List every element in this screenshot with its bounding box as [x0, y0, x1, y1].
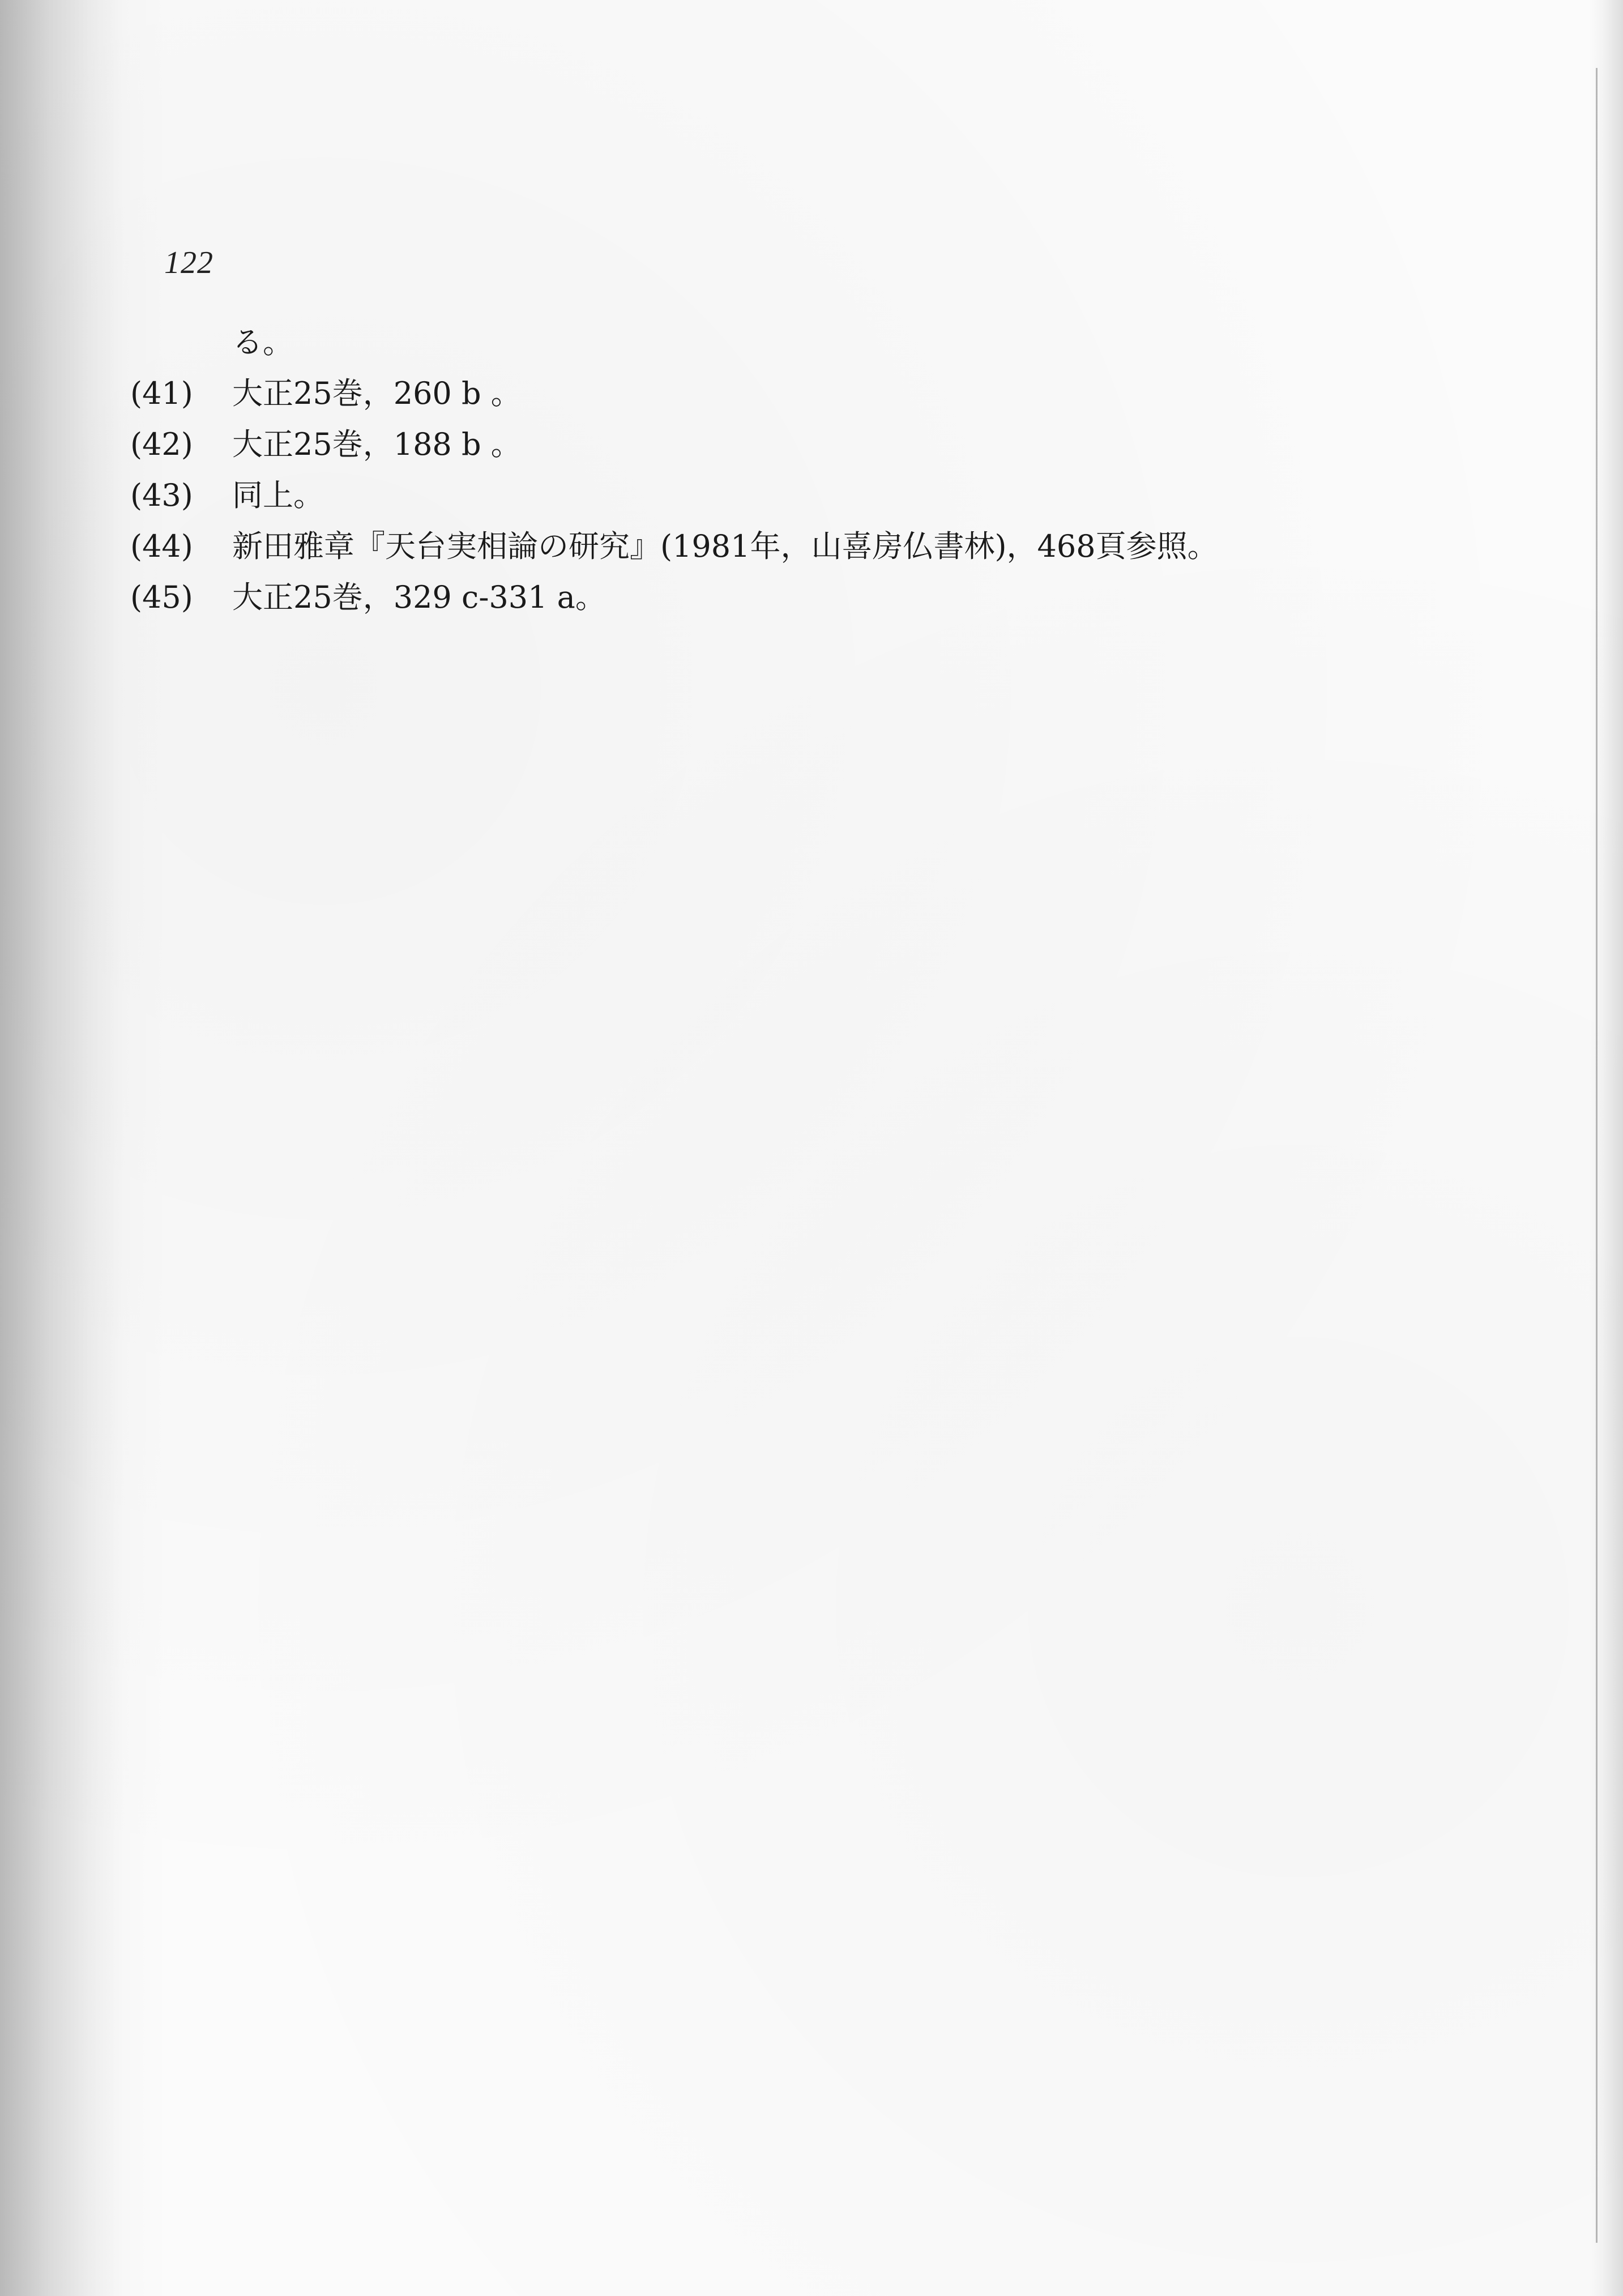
footnote-44 — [130, 521, 1489, 572]
footnote-text: 大正25巻，188 b 。 — [232, 426, 522, 462]
footnote-text: 大正25巻，260 b 。 — [232, 375, 522, 411]
footnote-number: (45) — [130, 579, 193, 615]
footnotes-list — [130, 317, 1489, 623]
page-number: 122 — [164, 245, 213, 280]
footnote-45 — [130, 572, 1489, 623]
right-scan-edge — [1589, 0, 1623, 2296]
footnote-43 — [130, 470, 1489, 521]
footnote-text: 同上。 — [232, 477, 324, 513]
footnote-42 — [130, 419, 1489, 470]
footnote-text: 新田雅章『天台実相論の研究』(1981年，山喜房仏書林)，468頁参照。 — [232, 528, 1218, 564]
left-scan-shadow — [0, 0, 125, 2296]
footnote-text: る。 — [232, 325, 293, 360]
footnote-continuation — [130, 317, 1489, 368]
footnote-number: (43) — [130, 477, 193, 513]
footnote-number: (41) — [130, 375, 193, 411]
footnote-41 — [130, 368, 1489, 419]
footnote-number: (44) — [130, 528, 193, 564]
footnote-text: 大正25巻，329 c-331 a。 — [232, 579, 606, 615]
footnote-number: (42) — [130, 426, 193, 462]
right-margin-rule — [1596, 68, 1598, 2243]
